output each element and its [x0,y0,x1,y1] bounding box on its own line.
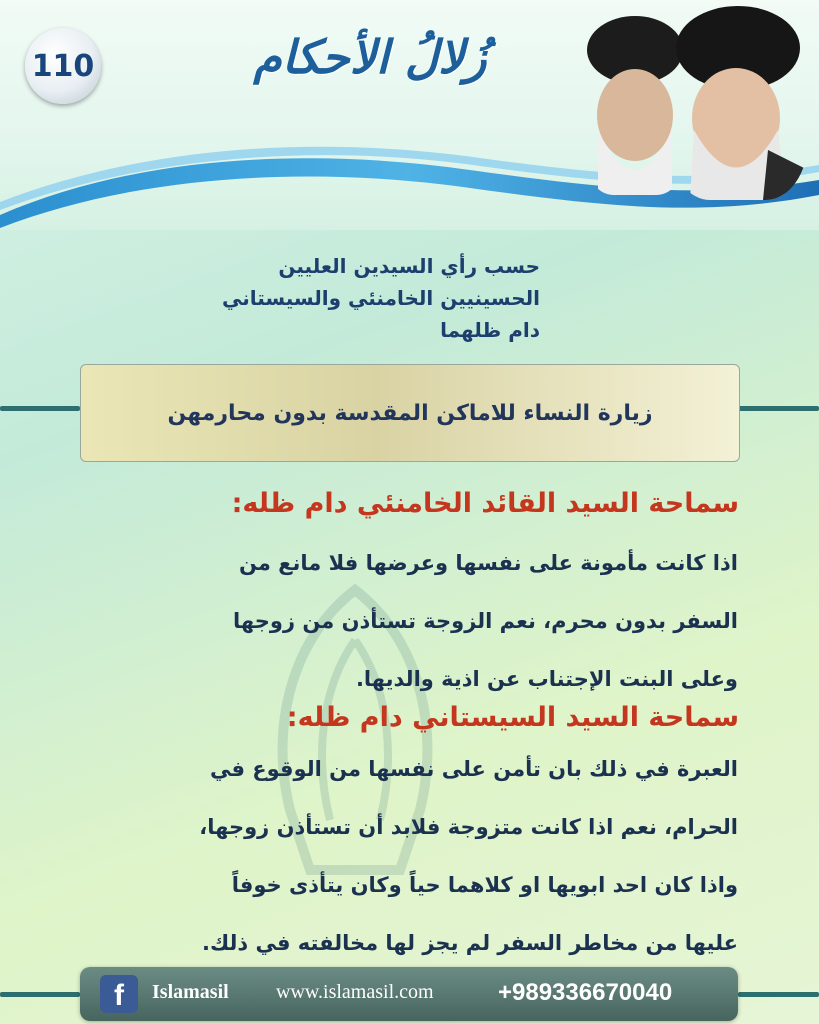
footer-bar [80,967,738,1021]
body-line: السفر بدون محرم، نعم الزوجة تستأذن من زوجها [233,609,738,633]
section-body-sistani [82,740,738,972]
body-line: العبرة في ذلك بان تأمن على نفسها من الوقوع في [209,757,738,781]
body-line: وعلى البنت الإجتناب عن اذية والديها. [355,667,738,691]
page-number: 110 [31,48,95,84]
section-title-sistani: سماحة السيد السيستاني دام ظله: [286,702,739,733]
logo-title: زُلالُ الأحكام [253,30,487,84]
body-line: عليها من مخاطر السفر لم يجز لها مخالفته في ذلك. [201,931,738,955]
header-banner [0,0,819,230]
topic-title: زيارة النساء للاماكن المقدسة بدون محارمهن [167,400,653,426]
body-line: اذا كانت مأمونة على نفسها وعرضها فلا مانع من [238,551,738,575]
phone-number: +989336670040 [498,979,673,1006]
portrait-right [668,0,808,200]
topic-box [80,364,740,462]
facebook-name[interactable]: Islamasil [152,981,229,1003]
facebook-icon[interactable]: f [100,975,138,1013]
footer-divider-left [0,992,80,997]
section-title-khamenei: سماحة السيد القائد الخامنئي دام ظله: [231,488,739,519]
divider-right [738,406,819,411]
footer-divider-right [738,992,819,997]
body-line: الحرام، نعم اذا كانت متزوجة فلابد أن تستأذن زوجها، [199,815,738,839]
intro-text [200,250,540,346]
intro-line-2: الحسينيين الخامنئي والسيستاني دام ظلهما [221,286,540,342]
page-number-badge [25,28,101,104]
body-line: واذا كان احد ابويها او كلاهما حياً وكان يتأذى خوفاً [231,873,738,897]
intro-line-1: حسب رأي السيدين العليين [278,254,540,278]
website-link[interactable]: www.islamasil.com [276,981,434,1003]
divider-left [0,406,80,411]
section-body-khamenei [82,534,738,708]
